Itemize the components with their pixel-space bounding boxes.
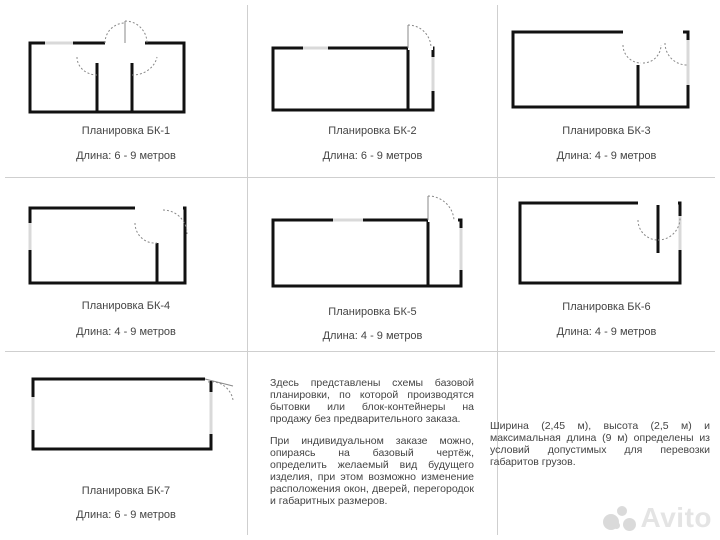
plan-cell-bk7 — [5, 352, 247, 535]
dimensions-text-block — [490, 420, 710, 478]
plan-title-bk6: Планировка БК-6 — [562, 301, 651, 313]
avito-logo-icon — [601, 504, 641, 532]
plan-title-bk1: Планировка БК-1 — [81, 125, 171, 137]
floorplan-bk7 — [5, 352, 247, 462]
floorplan-bk6 — [498, 178, 715, 288]
plan-length-bk6: Длина: 4 - 9 метров — [556, 326, 657, 338]
info-paragraph-1: Здесь представлены схемы базовой планировки, по которой производятся бытовки или блок-контейнеры на продажу без предварительного заказа. — [270, 377, 474, 425]
plan-title-bk3: Планировка БК-3 — [562, 125, 651, 137]
plan-length-bk2: Длина: 6 - 9 метров — [322, 150, 423, 162]
plans-grid — [5, 5, 715, 535]
plan-title-bk7: Планировка БК-7 — [81, 485, 171, 497]
plan-length-bk1: Длина: 6 - 9 метров — [76, 150, 176, 162]
floorplan-bk3 — [498, 5, 715, 115]
plan-title-bk4: Планировка БК-4 — [81, 300, 171, 312]
plan-cell-bk2 — [248, 5, 497, 177]
plan-title-bk5: Планировка БК-5 — [328, 306, 417, 318]
plan-cell-bk6 — [498, 178, 715, 351]
plan-cell-bk5 — [248, 178, 497, 351]
info-paragraph-2: При индивидуальном заказе можно, опираясь на базовый чертёж, определить желаемый вид будущего изделия, при этом возможно изменение расположения окон, дверей, перегородок и габаритных размеров. — [270, 435, 474, 507]
floorplan-bk1 — [5, 5, 247, 115]
avito-wordmark: Avito — [640, 502, 712, 533]
plan-cell-bk3 — [498, 5, 715, 177]
avito-watermark — [601, 502, 712, 534]
floorplan-bk4 — [5, 178, 247, 288]
floorplan-bk5 — [248, 178, 497, 288]
dimensions-paragraph: Ширина (2,45 м), высота (2,5 м) и максимальная длина (9 м) определены из условий допустимых для перевозки габаритов грузов. — [490, 420, 710, 468]
plan-cell-bk4 — [5, 178, 247, 351]
info-text-block — [270, 377, 474, 517]
plan-length-bk3: Длина: 4 - 9 метров — [556, 150, 657, 162]
floorplan-bk2 — [248, 5, 497, 115]
plan-length-bk5: Длина: 4 - 9 метров — [322, 330, 423, 342]
plan-length-bk7: Длина: 6 - 9 метров — [76, 509, 176, 521]
plan-cell-bk1 — [5, 5, 247, 177]
plan-length-bk4: Длина: 4 - 9 метров — [76, 326, 176, 338]
plan-title-bk2: Планировка БК-2 — [328, 125, 417, 137]
